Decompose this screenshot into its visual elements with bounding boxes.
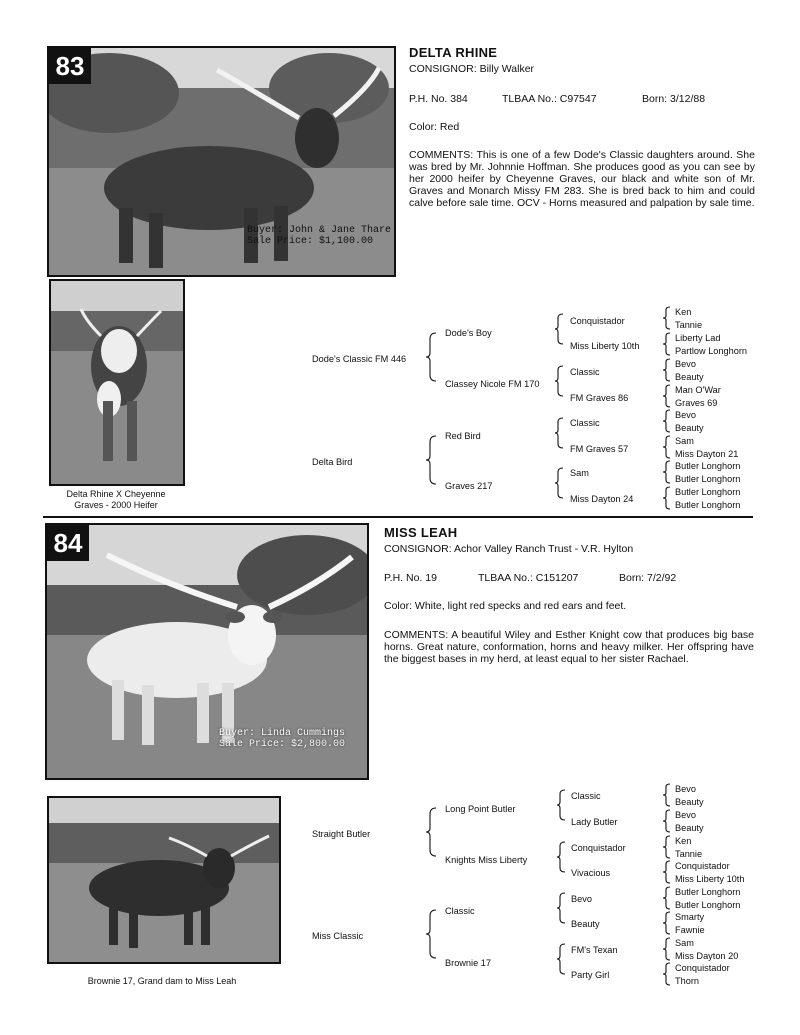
pedigree-brace-gg1 — [663, 307, 671, 329]
pedigree-brace-gg2 — [663, 810, 671, 832]
pedigree-brace-gg6 — [663, 912, 671, 934]
pedigree-brace-g4 — [557, 944, 567, 974]
pedigree-ggg-12: Fawnie — [675, 925, 705, 935]
pedigree-gg-2: Miss Liberty 10th — [570, 341, 640, 351]
pedigree-sire: Straight Butler — [312, 829, 371, 839]
pedigree-gg-8: Miss Dayton 24 — [570, 494, 634, 504]
buyer-label — [247, 225, 391, 247]
born-date: Born: 3/12/88 — [642, 93, 706, 105]
pedigree-g-1: Dode's Boy — [445, 328, 492, 338]
heifer-caption-line-2: Graves - 2000 Heifer — [74, 500, 158, 510]
pedigree-ggg-8: Graves 69 — [675, 398, 718, 408]
pedigree-g-3: Red Bird — [445, 431, 481, 441]
pedigree-ggg-4: Partlow Longhorn — [675, 346, 748, 356]
pedigree-gg-6: FM Graves 57 — [570, 444, 629, 454]
pedigree-brace-gg4 — [663, 861, 671, 883]
comments: COMMENTS: This is one of a few Dode's Classic daughters around. She was bred by Mr. Johnnie Hoffman. She produces good as you can see by her 2000 heifer by Cheyenne Graves, our black and white son of Mr. Graves and Monarch Missy FM 283. She is bred back to him and could calve before sale time. OCV - Horns measured and palpation by sale time. — [409, 149, 755, 209]
ph-number: P.H. No. 19 — [384, 572, 437, 584]
color-line: Color: White, light red specks and red ears and feet. — [384, 600, 627, 612]
pedigree-g-4: Brownie 17 — [445, 958, 491, 968]
pedigree-gg-7: FM's Texan — [571, 945, 618, 955]
ph-number: P.H. No. 384 — [409, 93, 468, 105]
pedigree-ggg-10: Butler Longhorn — [675, 900, 741, 910]
pedigree-brace-g4 — [555, 468, 565, 498]
buyer-label — [219, 728, 345, 750]
lot-84-grand-dam-photo — [47, 796, 281, 964]
pedigree-gg-3: Conquistador — [571, 843, 626, 853]
pedigree-ggg-16: Butler Longhorn — [675, 500, 741, 510]
pedigree-ggg-13: Butler Longhorn — [675, 461, 741, 471]
born-date: Born: 7/2/92 — [619, 572, 677, 584]
buyer-name: Buyer: Linda Cummings — [219, 728, 346, 739]
pedigree-dam: Delta Bird — [312, 457, 353, 467]
pedigree-ggg-4: Beauty — [675, 823, 704, 833]
pedigree-ggg-12: Miss Dayton 21 — [675, 449, 739, 459]
pedigree-gg-3: Classic — [570, 367, 600, 377]
lot-83-heifer-photo — [49, 279, 185, 486]
pedigree-brace-sire — [426, 808, 438, 856]
pedigree-ggg-7: Man O'War — [675, 385, 721, 395]
pedigree-gg-1: Conquistador — [570, 316, 625, 326]
lot-84-main-photo — [45, 523, 369, 780]
pedigree-ggg-13: Sam — [675, 938, 694, 948]
pedigree-ggg-11: Smarty — [675, 912, 705, 922]
pedigree-brace-gg6 — [663, 436, 671, 458]
comments: COMMENTS: A beautiful Wiley and Esther Knight cow that produces big base horns. Great nature, conformation, horns and heavy milker. Her offspring have the biggest bases in my herd, at least equal to her sister Rachael. — [384, 629, 754, 665]
pedigree-brace-dam — [426, 910, 438, 958]
pedigree-ggg-3: Bevo — [675, 810, 696, 820]
pedigree-brace-g1 — [555, 314, 565, 344]
pedigree-ggg-1: Ken — [675, 307, 692, 317]
pedigree-brace-gg2 — [663, 333, 671, 355]
pedigree-ggg-15: Conquistador — [675, 963, 730, 973]
pedigree-ggg-16: Thorn — [675, 976, 700, 986]
consignor: CONSIGNOR: Achor Valley Ranch Trust - V.R. Hylton — [384, 543, 634, 555]
lot-number-badge: 84 — [47, 525, 89, 561]
pedigree-ggg-5: Bevo — [675, 359, 696, 369]
pedigree-ggg-1: Bevo — [675, 784, 696, 794]
pedigree-brace-gg7 — [663, 461, 671, 483]
pedigree-gg-5: Bevo — [571, 894, 592, 904]
pedigree-ggg-9: Bevo — [675, 410, 696, 420]
heifer-caption-line-1: Delta Rhine X Cheyenne — [66, 489, 166, 499]
tlbaa-number: TLBAA No.: C151207 — [478, 572, 579, 584]
pedigree-gg-1: Classic — [571, 791, 601, 801]
pedigree-brace-gg3 — [663, 359, 671, 381]
pedigree-brace-gg3 — [663, 836, 671, 858]
pedigree-ggg-15: Butler Longhorn — [675, 487, 741, 497]
sale-price: Sale Price: $2,800.00 — [219, 739, 346, 750]
pedigree-ggg-2: Beauty — [675, 797, 704, 807]
heifer-caption — [40, 489, 192, 511]
lot-number-badge: 83 — [49, 48, 91, 84]
pedigree-ggg-14: Butler Longhorn — [675, 474, 741, 484]
pedigree-gg-5: Classic — [570, 418, 600, 428]
pedigree-ggg-14: Miss Dayton 20 — [675, 951, 739, 961]
pedigree-sire: Dode's Classic FM 446 — [312, 354, 407, 364]
pedigree-ggg-6: Tannie — [675, 849, 703, 859]
lot-divider — [43, 516, 753, 518]
pedigree-brace-dam — [426, 436, 438, 484]
pedigree-ggg-9: Butler Longhorn — [675, 887, 741, 897]
lot-title: MISS LEAH — [384, 525, 458, 540]
pedigree-g-2: Classey Nicole FM 170 — [445, 379, 540, 389]
pedigree-brace-gg7 — [663, 938, 671, 960]
color-line: Color: Red — [409, 121, 460, 133]
pedigree-gg-4: Vivacious — [571, 868, 611, 878]
pedigree-brace-gg1 — [663, 784, 671, 806]
pedigree-ggg-11: Sam — [675, 436, 694, 446]
pedigree-brace-g2 — [555, 366, 565, 396]
pedigree-brace-g3 — [557, 893, 567, 923]
pedigree-gg-6: Beauty — [571, 919, 600, 929]
pedigree-ggg-5: Ken — [675, 836, 692, 846]
heifer-photo-icon — [51, 281, 183, 484]
pedigree-g-4: Graves 217 — [445, 481, 493, 491]
lot-title: DELTA RHINE — [409, 45, 498, 60]
pedigree-gg-4: FM Graves 86 — [570, 393, 629, 403]
pedigree-brace-g2 — [557, 842, 567, 872]
pedigree-gg-2: Lady Butler — [571, 817, 618, 827]
pedigree-brace-gg8 — [663, 487, 671, 509]
pedigree-brace-gg8 — [663, 963, 671, 985]
pedigree-brace-sire — [426, 333, 438, 381]
pedigree-ggg-2: Tannie — [675, 320, 703, 330]
pedigree-gg-7: Sam — [570, 468, 589, 478]
consignor: CONSIGNOR: Billy Walker — [409, 63, 535, 75]
grand-dam-caption: Brownie 17, Grand dam to Miss Leah — [87, 976, 237, 986]
pedigree-ggg-8: Miss Liberty 10th — [675, 874, 745, 884]
brown-cow-photo-icon — [49, 798, 279, 962]
pedigree-brace-gg5 — [663, 887, 671, 909]
lot-83-main-photo — [47, 46, 396, 277]
pedigree-ggg-10: Beauty — [675, 423, 704, 433]
sale-price: Sale Price: $1,100.00 — [247, 236, 374, 247]
pedigree-brace-gg5 — [663, 410, 671, 432]
pedigree-ggg-6: Beauty — [675, 372, 704, 382]
pedigree-dam: Miss Classic — [312, 931, 364, 941]
pedigree-g-1: Long Point Butler — [445, 804, 516, 814]
tlbaa-number: TLBAA No.: C97547 — [502, 93, 597, 105]
pedigree-g-2: Knights Miss Liberty — [445, 855, 528, 865]
pedigree-ggg-3: Liberty Lad — [675, 333, 721, 343]
pedigree-brace-gg4 — [663, 385, 671, 407]
pedigree-gg-8: Party Girl — [571, 970, 610, 980]
pedigree-brace-g3 — [555, 418, 565, 448]
pedigree-g-3: Classic — [445, 906, 475, 916]
buyer-name: Buyer: John & Jane Thare — [247, 225, 392, 236]
pedigree-brace-g1 — [557, 790, 567, 820]
pedigree-ggg-7: Conquistador — [675, 861, 730, 871]
